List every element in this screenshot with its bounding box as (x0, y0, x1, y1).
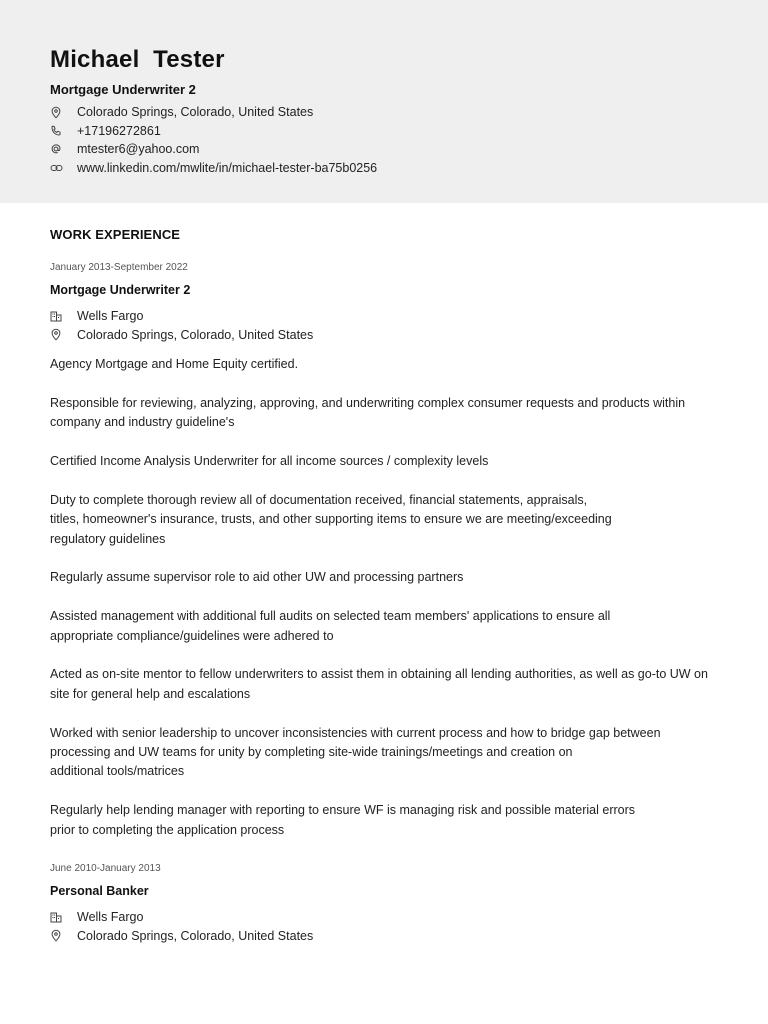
location-text: Colorado Springs, Colorado, United States (77, 327, 314, 342)
job-description (50, 355, 720, 840)
job-company (50, 307, 720, 326)
building-icon (50, 910, 68, 924)
job-meta (50, 908, 720, 945)
work-experience-heading: WORK EXPERIENCE (50, 227, 181, 242)
description-paragraph: Regularly assume supervisor role to aid other UW and processing partners (50, 570, 464, 585)
description-paragraph: Responsible for reviewing, analyzing, approving, and underwriting complex consumer requests and products within company and industry guideline's (50, 395, 686, 430)
linkedin-text: www.linkedin.com/mwlite/in/michael-tester-ba75b0256 (77, 160, 378, 175)
location-pin-icon (50, 328, 68, 342)
description-paragraph: Duty to complete thorough review all of documentation received, financial statements, appraisals, titles, homeowner's insurance, trusts, and other supporting items to ensure we are meeting/exceeding regulatory guidelines (50, 492, 612, 546)
description-paragraph: Agency Mortgage and Home Equity certified. (50, 357, 299, 371)
email-text: mtester6@yahoo.com (77, 142, 200, 157)
contact-linkedin (50, 159, 377, 178)
job-location (50, 927, 720, 946)
phone-text: +17196272861 (77, 123, 161, 138)
description-paragraph: Regularly help lending manager with reporting to ensure WF is managing risk and possible material errors prior to completing the application process (50, 803, 636, 837)
job-title: Personal Banker (50, 884, 149, 898)
job-location (50, 326, 720, 345)
contact-email (50, 140, 377, 159)
description-paragraph: Assisted management with additional full audits on selected team members' applications to ensure all appropriate compliance/guidelines were adhered to (50, 609, 611, 643)
job-company (50, 908, 720, 927)
location-text: Colorado Springs, Colorado, United States (77, 105, 314, 120)
link-icon (50, 161, 68, 175)
job-date: January 2013-September 2022 (50, 262, 188, 273)
description-paragraph: Worked with senior leadership to uncover inconsistencies with current process and how to bridge gap between processing and UW teams for unity by completing site-wide trainings/meetings and creation on additional tools/matrices (50, 725, 661, 779)
candidate-name: Michael Tester (50, 46, 225, 73)
resume-header (0, 0, 768, 203)
job-meta (50, 307, 720, 344)
location-pin-icon (50, 105, 68, 119)
job-entry-2 (50, 862, 720, 945)
location-text: Colorado Springs, Colorado, United States (77, 928, 314, 943)
candidate-title: Mortgage Underwriter 2 (50, 82, 196, 97)
company-text: Wells Fargo (77, 910, 144, 925)
building-icon (50, 309, 68, 323)
description-paragraph: Certified Income Analysis Underwriter for all income sources / complexity levels (50, 454, 489, 468)
contact-list (50, 103, 377, 177)
phone-icon (50, 124, 68, 138)
location-pin-icon (50, 929, 68, 943)
job-date: June 2010-January 2013 (50, 863, 161, 874)
contact-location (50, 103, 377, 122)
at-sign-icon (50, 142, 68, 156)
description-paragraph: Acted as on-site mentor to fellow underwriters to assist them in obtaining all lending authorities, as well as go-to UW on site for general help and escalations (50, 667, 708, 701)
company-text: Wells Fargo (77, 309, 144, 324)
job-entry-1 (50, 261, 720, 840)
job-title: Mortgage Underwriter 2 (50, 283, 191, 297)
contact-phone (50, 122, 377, 141)
